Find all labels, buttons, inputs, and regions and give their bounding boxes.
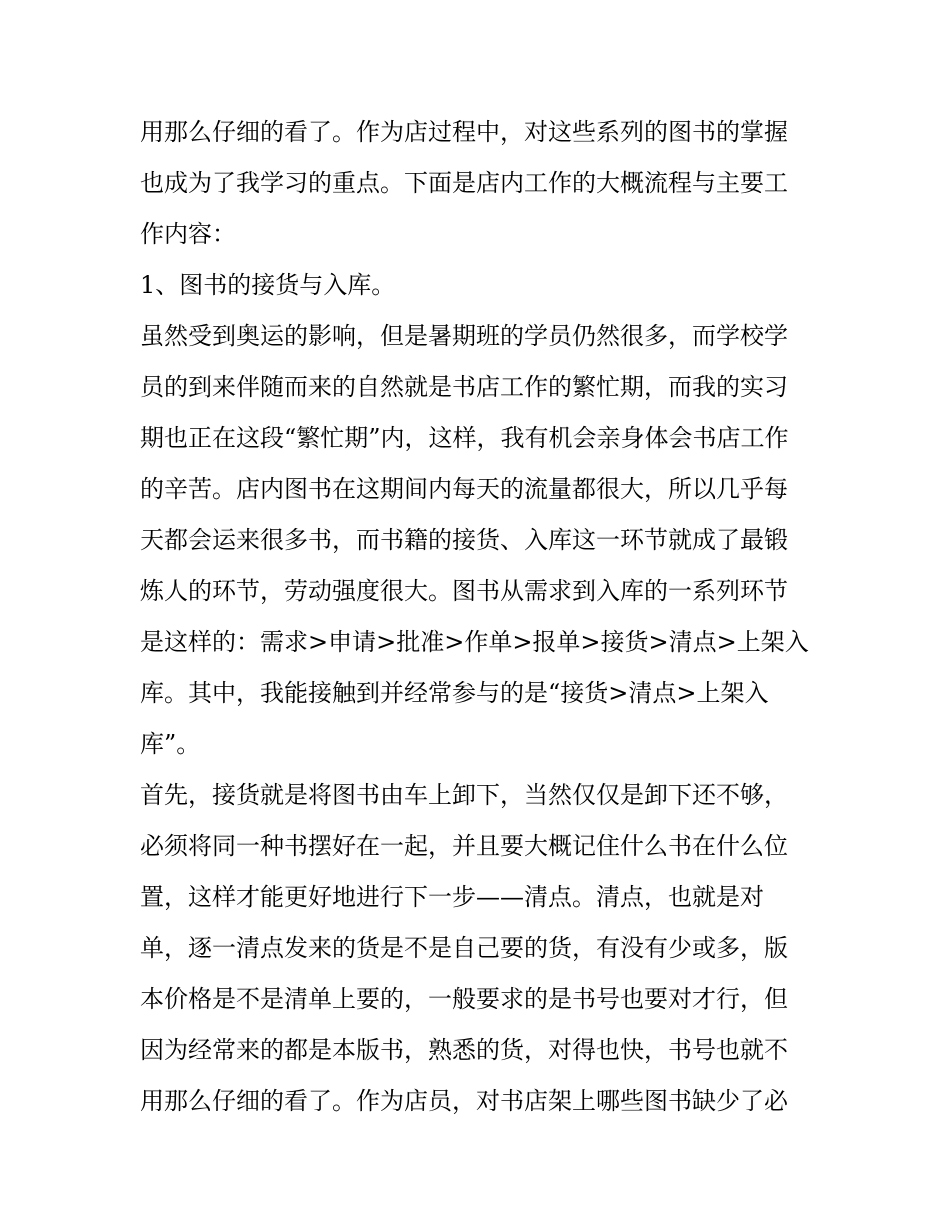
text-line: 员的到来伴随而来的自然就是书店工作的繁忙期，而我的实习 [140, 373, 788, 401]
text-line: 的辛苦。店内图书在这期间内每天的流量都很大，所以几乎每 [140, 475, 788, 503]
text-line: 是这样的：需求>申请>批准>作单>报单>接货>清点>上架入 [140, 628, 809, 656]
text-line: 置，这样才能更好地进行下一步——清点。清点，也就是对 [140, 883, 764, 911]
text-line: 也成为了我学习的重点。下面是店内工作的大概流程与主要工 [140, 169, 788, 197]
text-line: 首先，接货就是将图书由车上卸下，当然仅仅是卸下还不够， [140, 781, 788, 809]
text-line: 库。其中，我能接触到并经常参与的是“接货>清点>上架入 [140, 679, 769, 707]
text-line: 天都会运来很多书，而书籍的接货、入库这一环节就成了最锻 [140, 526, 788, 554]
text-line: 用那么仔细的看了。作为店员，对书店架上哪些图书缺少了必 [140, 1087, 788, 1115]
text-line: 必须将同一种书摆好在一起，并且要大概记住什么书在什么位 [140, 832, 788, 860]
text-line: 库”。 [140, 730, 201, 758]
section-heading: 1、图书的接货与入库。 [140, 271, 396, 299]
text-line: 虽然受到奥运的影响，但是暑期班的学员仍然很多，而学校学 [140, 322, 788, 350]
body-text [140, 107, 830, 1127]
text-line: 用那么仔细的看了。作为店过程中，对这些系列的图书的掌握 [140, 118, 788, 146]
text-line: 本价格是不是清单上要的，一般要求的是书号也要对才行，但 [140, 985, 788, 1013]
text-line: 炼人的环节，劳动强度很大。图书从需求到入库的一系列环节 [140, 577, 788, 605]
text-line: 作内容： [140, 220, 236, 248]
text-line: 单，逐一清点发来的货是不是自己要的货，有没有少或多，版 [140, 934, 788, 962]
text-line: 因为经常来的都是本版书，熟悉的货，对得也快，书号也就不 [140, 1036, 788, 1064]
text-line: 期也正在这段“繁忙期”内，这样，我有机会亲身体会书店工作 [140, 424, 789, 452]
